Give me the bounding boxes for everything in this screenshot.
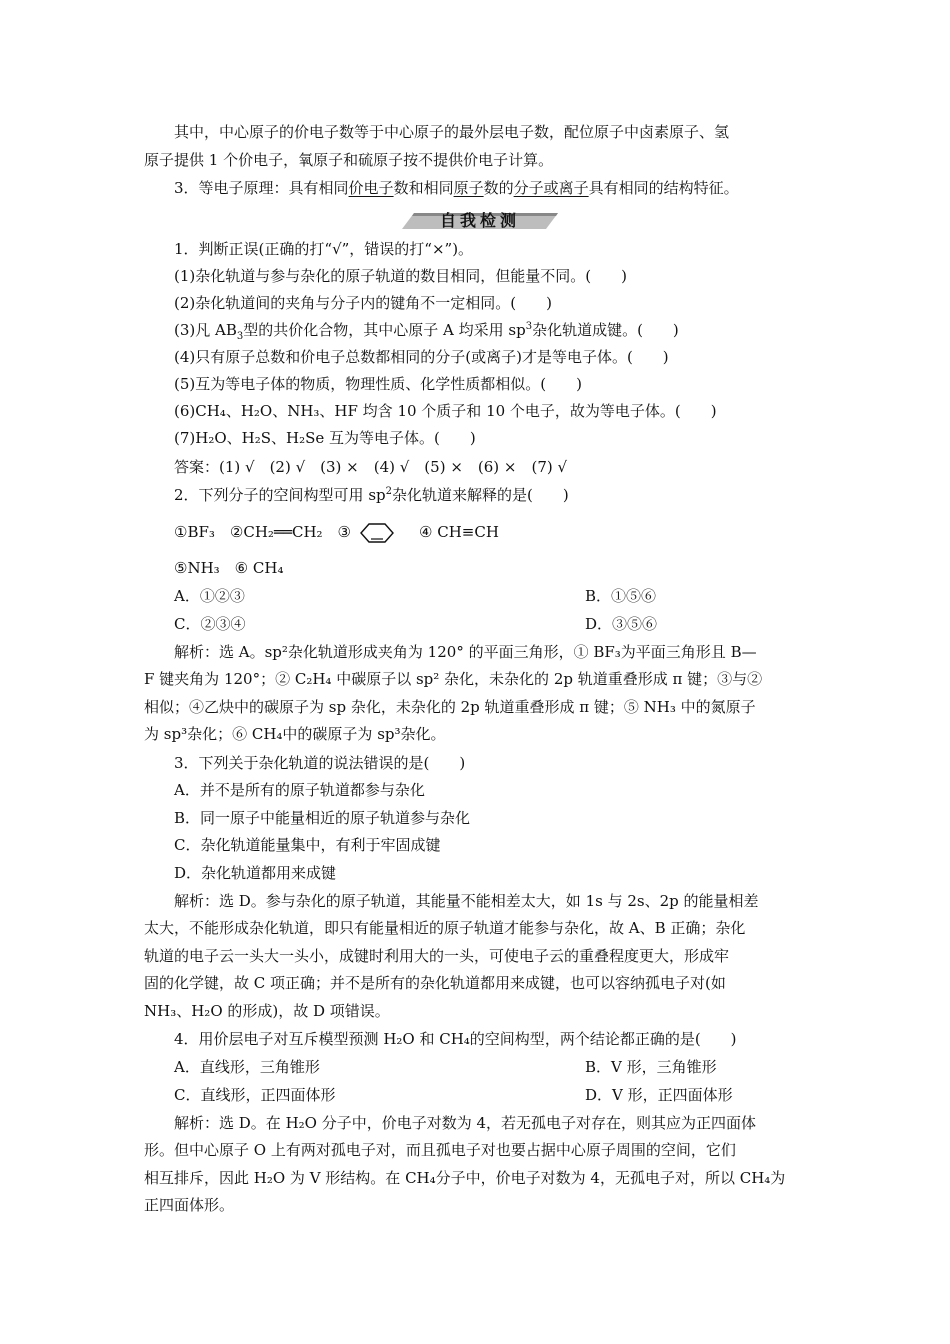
option-a: A．直线形，三角锥形	[174, 1058, 320, 1076]
judge-item: (4)只有原子总数和价电子总数都相同的分子(或离子)才是等电子体。( )	[174, 348, 669, 366]
question-stem	[174, 485, 840, 505]
explanation-line: F 键夹角为 120°；② C₂H₄ 中碳原子以 sp² 杂化，未杂化的 2p 轨道重叠形成 π 键；③与②	[144, 670, 763, 688]
text-span: 具有相同的结构特征。	[588, 179, 739, 197]
superscript: 3	[525, 321, 533, 332]
explanation-line: 形。但中心原子 O 上有两对孤电子对，而且孤电子对也要占据中心原子周围的空间，它们	[144, 1141, 736, 1159]
judge-item	[174, 320, 840, 340]
text-span: (3)凡 AB	[174, 321, 237, 339]
question-stem: 1．判断正误(正确的打“√”，错误的打“×”)。	[174, 240, 474, 258]
explanation-line: 固的化学键，故 C 项正确；并不是所有的杂化轨道都用来成键，也可以容纳孤电子对(如	[144, 974, 726, 992]
explanation-line: 太大，不能形成杂化轨道，即只有能量相近的原子轨道才能参与杂化，故 A、B 正确；杂化	[144, 919, 746, 937]
option-c: C．②③④	[174, 615, 246, 633]
option-a: A．①②③	[174, 587, 245, 605]
superscript: 2	[385, 486, 392, 497]
option-c: C．杂化轨道能量集中，有利于牢固成键	[174, 836, 441, 854]
option-b: B．同一原子中能量相近的原子轨道参与杂化	[174, 809, 471, 827]
text-line: 其中，中心原子的价电子数等于中心原子的最外层电子数，配位原子中卤素原子、氢	[174, 123, 730, 141]
judge-item: (6)CH₄、H₂O、NH₃、HF 均含 10 个质子和 10 个电子，故为等电子体。( )	[174, 402, 717, 420]
answer-line: 答案：(1) √ (2) √ (3) × (4) √ (5) × (6) × (7) √	[174, 458, 568, 476]
judge-item: (7)H₂O、H₂S、H₂Se 互为等电子体。( )	[174, 429, 476, 447]
option-c: C．直线形，正四面体形	[174, 1086, 336, 1104]
option-b: B．①⑤⑥	[585, 587, 657, 605]
molecule-list	[174, 520, 840, 545]
text-span: 数和相同	[393, 179, 454, 197]
text-span: ①BF₃ ②CH₂══CH₂ ③	[174, 523, 351, 541]
option-d: D．V 形，正四面体形	[585, 1086, 733, 1104]
text-span: ④ CH≡CH	[419, 523, 499, 541]
text-span: 型的共价化合物，其中心原子 A 均采用 sp	[243, 321, 526, 339]
explanation-line: 为 sp³杂化；⑥ CH₄中的碳原子为 sp³杂化。	[144, 725, 446, 743]
explanation-line: NH₃、H₂O 的形成)，故 D 项错误。	[144, 1002, 390, 1020]
question-stem: 3．下列关于杂化轨道的说法错误的是( )	[174, 754, 466, 772]
text-span: 2．下列分子的空间构型可用 sp	[174, 486, 386, 504]
subscript: 3	[236, 331, 244, 342]
underlined-term: 原子	[453, 179, 484, 197]
section-header	[400, 211, 560, 231]
text-span: 杂化轨道来解释的是( )	[392, 486, 569, 504]
text-line: 原子提供 1 个价电子，氧原子和硫原子按不提供价电子计算。	[144, 151, 554, 169]
section-title: 自我检测	[439, 211, 520, 230]
text-span: 3．等电子原理：具有相同	[174, 179, 349, 197]
judge-item: (2)杂化轨道间的夹角与分子内的键角不一定相同。( )	[174, 294, 552, 312]
benzene-ring-icon	[351, 521, 401, 545]
explanation-line: 解析：选 D。在 H₂O 分子中，价电子对数为 4，若无孤电子对存在，则其应为正四面体	[174, 1114, 757, 1132]
option-d: D．杂化轨道都用来成键	[174, 864, 337, 882]
judge-item: (5)互为等电子体的物质，物理性质、化学性质都相似。( )	[174, 375, 582, 393]
molecule-list: ⑤NH₃ ⑥ CH₄	[174, 559, 284, 577]
option-d: D．③⑤⑥	[585, 615, 658, 633]
option-b: B．V 形，三角锥形	[585, 1058, 717, 1076]
option-a: A．并不是所有的原子轨道都参与杂化	[174, 781, 425, 799]
explanation-line: 正四面体形。	[144, 1196, 235, 1214]
text-span: 数的	[483, 179, 514, 197]
text-span: 杂化轨道成键。( )	[532, 321, 679, 339]
explanation-line: 轨道的电子云一头大一头小，成键时利用大的一头，可使电子云的重叠程度更大，形成牢	[144, 947, 730, 965]
question-stem: 4．用价层电子对互斥模型预测 H₂O 和 CH₄的空间构型，两个结论都正确的是( )	[174, 1030, 737, 1048]
explanation-line: 相似；④乙炔中的碳原子为 sp 杂化，未杂化的 2p 轨道重叠形成 π 键；⑤ NH₃ 中的氮原子	[144, 698, 756, 716]
explanation-line: 解析：选 A。sp²杂化轨道形成夹角为 120° 的平面三角形，① BF₃为平面三角形且 B—	[174, 643, 757, 661]
explanation-line: 解析：选 D。参与杂化的原子轨道，其能量不能相差太大，如 1s 与 2s、2p 的能量相差	[174, 892, 759, 910]
explanation-line: 相互排斥，因此 H₂O 为 V 形结构。在 CH₄分子中，价电子对数为 4，无孤电子对，所以 CH₄为	[144, 1169, 786, 1187]
judge-item: (1)杂化轨道与参与杂化的原子轨道的数目相同，但能量不同。( )	[174, 267, 627, 285]
equal-electron-principle	[174, 178, 840, 198]
underlined-term: 价电子	[348, 179, 394, 197]
underlined-term: 分子或离子	[513, 179, 589, 197]
